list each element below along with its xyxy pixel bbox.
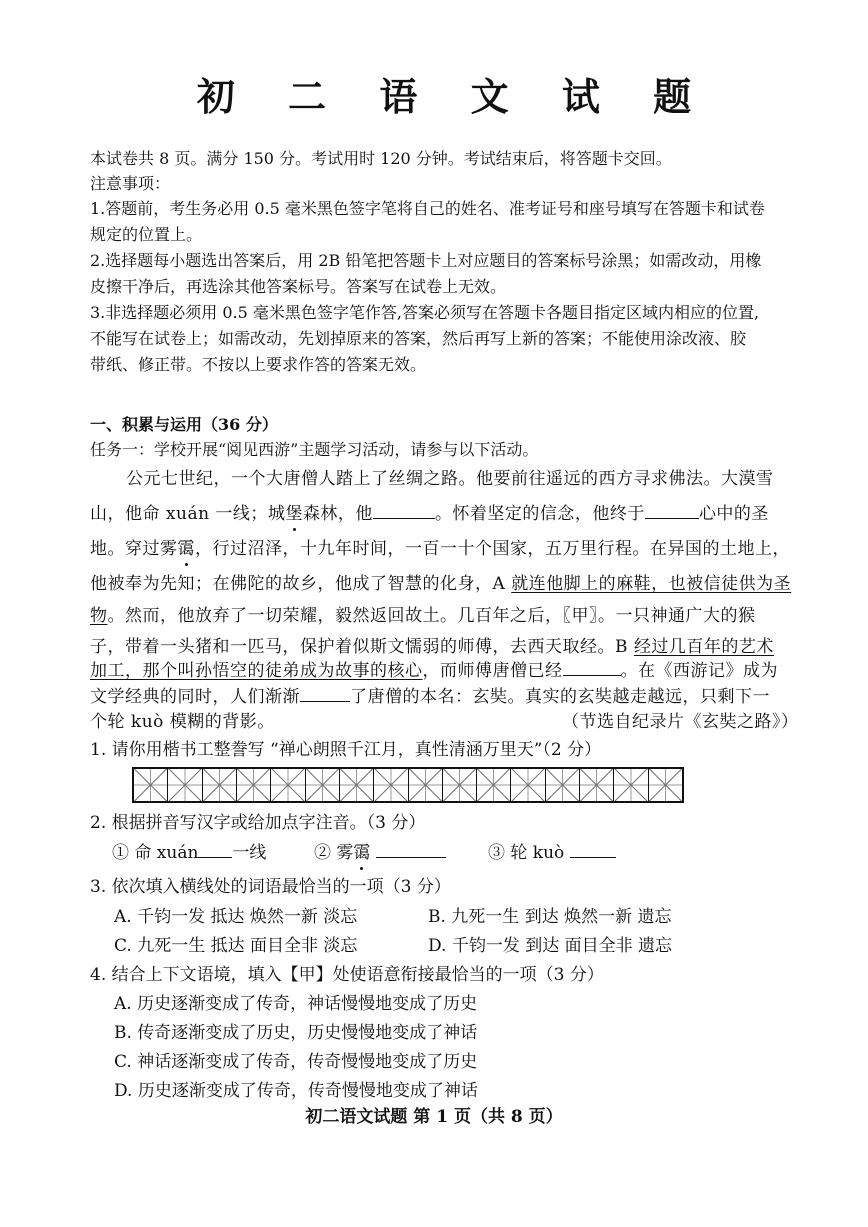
page-footer: 初二语文试题 第 1 页（共 8 页） xyxy=(305,1107,563,1127)
passage-line-2: 山，他命 xuán 一线；城堡森林，他 。怀着坚定的信念，他终于 心中的圣 xyxy=(90,504,769,524)
grid-cell xyxy=(340,769,374,801)
q4-option-c: C. 神话逐渐变成了传奇，传奇慢慢地变成了历史 xyxy=(114,1052,478,1072)
passage-line-1: 公元七世纪，一个大唐僧人踏上了丝绸之路。他要前往遥远的西方寻求佛法。大漠雪 xyxy=(126,469,774,489)
answer-blank xyxy=(570,843,616,858)
passage-line-3: 地。穿过雾霭，行过沼泽，十九年时间，一百一十个国家，五万里行程。在异国的土地上， xyxy=(90,539,790,559)
notes-heading: 注意事项： xyxy=(90,174,171,193)
grid-cell xyxy=(511,769,545,801)
grid-cell xyxy=(374,769,408,801)
note-2a: 2.选择题每小题选出答案后，用 2B 铅笔把答题卡上对应题目的答案标号涂黑；如需改动，用橡 xyxy=(90,251,762,270)
answer-blank xyxy=(376,843,446,858)
passage-line-9: 个轮 kuò 模糊的背影。 xyxy=(90,712,275,732)
question-2: 2. 根据拼音写汉字或给加点字注音。（3 分） xyxy=(90,813,426,833)
passage-line-4: 他被奉为先知；在佛陀的故乡，他成了智慧的化身，A 就连他脚上的麻鞋，也被信徒供为圣 xyxy=(90,574,792,594)
q4-option-a: A. 历史逐渐变成了传奇，神话慢慢地变成了历史 xyxy=(114,994,478,1014)
passage-line-5: 物。然而，他放弃了一切荣耀，毅然返回故土。几百年之后，〖甲〗。一只神通广大的猴 xyxy=(90,606,756,626)
q2-item-1: ① 命 xuán 一线 xyxy=(112,843,267,863)
grid-cell xyxy=(546,769,580,801)
grid-cell xyxy=(306,769,340,801)
note-2b: 皮擦干净后，再选涂其他答案标号。答案写在试卷上无效。 xyxy=(90,277,507,296)
q3-option-a: A. 千钧一发 抵达 焕然一新 淡忘 xyxy=(114,907,358,927)
question-3: 3. 依次填入横线处的词语最恰当的一项（3 分） xyxy=(90,877,451,897)
passage-line-6: 子，带着一头猪和一匹马，保护着似斯文懦弱的师傅，去西天取经。B 经过几百年的艺术 xyxy=(90,637,774,657)
note-1b: 规定的位置上。 xyxy=(90,225,203,244)
passage-line-8: 文学经典的同时，人们渐渐 了唐僧的本名：玄奘。真实的玄奘越走越远，只剩下一 xyxy=(90,687,770,707)
note-1a: 1.答题前，考生务必用 0.5 毫米黑色签字笔将自己的姓名、准考证号和座号填写在答题卡和试卷 xyxy=(90,199,765,218)
q2-item-3: ③ 轮 kuò xyxy=(488,838,616,863)
blank-1 xyxy=(373,504,435,519)
intro-text: 本试卷共 8 页。满分 150 分。考试用时 120 分钟。考试结束后，将答题卡交回。 xyxy=(90,149,672,168)
q2-item-2: ② 雾霭 xyxy=(314,838,446,863)
grid-cell xyxy=(134,769,168,801)
grid-cell xyxy=(649,769,682,801)
q4-option-b: B. 传奇逐渐变成了历史，历史慢慢地变成了神话 xyxy=(114,1023,478,1043)
grid-cell xyxy=(168,769,202,801)
grid-cell xyxy=(477,769,511,801)
blank-2 xyxy=(645,504,699,519)
grid-cell xyxy=(580,769,614,801)
task-text: 任务一：学校开展“阅见西游”主题学习活动，请参与以下活动。 xyxy=(90,440,539,459)
grid-cell xyxy=(614,769,648,801)
grid-cell xyxy=(271,769,305,801)
note-3a: 3.非选择题必须用 0.5 毫米黑色签字笔作答,答案必须写在答题卡各题目指定区域内相应的位置, xyxy=(90,303,760,322)
passage-line-7: 加工，那个叫孙悟空的徒弟成为故事的核心，而师傅唐僧已经 。在《西游记》成为 xyxy=(90,661,778,681)
grid-cell xyxy=(409,769,443,801)
answer-blank xyxy=(198,843,232,858)
q4-option-d: D. 历史逐渐变成了传奇，传奇慢慢地变成了神话 xyxy=(114,1081,478,1101)
note-3b: 不能写在试卷上；如需改动，先划掉原来的答案，然后再写上新的答案；不能使用涂改液、胶 xyxy=(90,329,747,348)
question-4: 4. 结合上下文语境，填入【甲】处使语意衔接最恰当的一项（3 分） xyxy=(90,965,604,985)
q3-option-b: B. 九死一生 到达 焕然一新 遗忘 xyxy=(428,907,672,927)
grid-cell xyxy=(237,769,271,801)
blank-4 xyxy=(300,687,350,702)
page-title: 初 二 语 文 试 题 xyxy=(196,74,712,119)
note-3c: 带纸、修正带。不按以上要求作答的答案无效。 xyxy=(90,355,427,374)
grid-cell xyxy=(443,769,477,801)
question-1: 1. 请你用楷书工整誊写 “禅心朗照千江月，真性清涵万里天”（2 分） xyxy=(90,740,602,760)
q3-option-d: D. 千钧一发 到达 面目全非 遗忘 xyxy=(428,936,673,956)
grid-cell xyxy=(203,769,237,801)
section-heading: 一、积累与运用（36 分） xyxy=(90,415,278,434)
blank-3 xyxy=(563,661,621,676)
q3-option-c: C. 九死一生 抵达 面目全非 淡忘 xyxy=(114,936,358,956)
passage-source: （节选自纪录片《玄奘之路》） xyxy=(562,712,799,732)
writing-grid xyxy=(132,767,684,803)
